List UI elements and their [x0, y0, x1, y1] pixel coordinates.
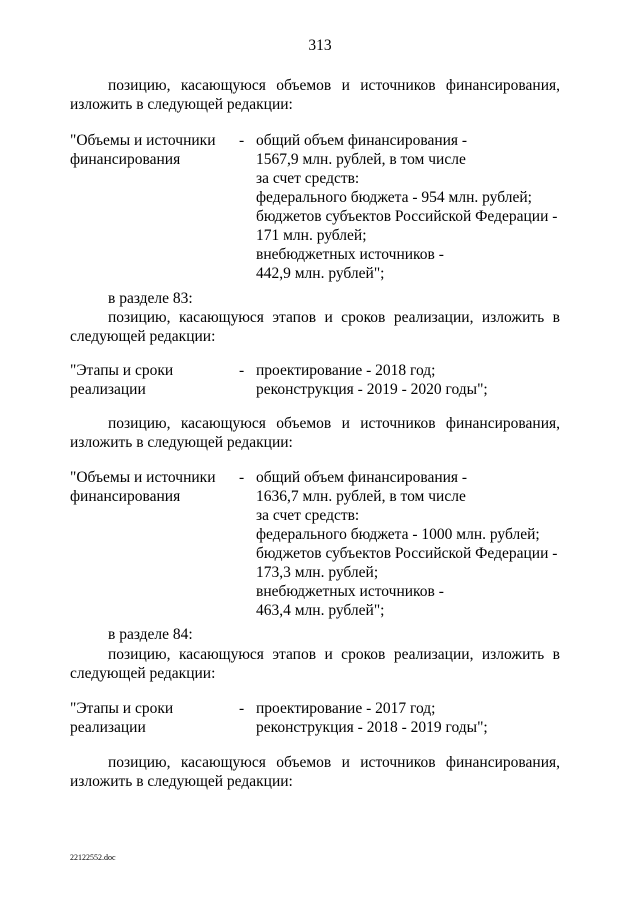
paragraph-line: изложить в следующей редакции:	[70, 773, 293, 790]
row-dash: -	[239, 132, 245, 149]
value-line: проектирование - 2017 год;	[256, 700, 436, 717]
row-label	[70, 361, 235, 399]
paragraph-line: изложить в следующей редакции:	[70, 434, 293, 451]
value-line: 1636,7 млн. рублей, в том числе	[256, 488, 466, 505]
heading-line: в разделе 83:	[108, 290, 193, 307]
value-line: внебюджетных источников -	[256, 246, 444, 263]
value-line: 463,4 млн. рублей";	[256, 602, 385, 619]
row-value	[256, 699, 566, 737]
paragraph-line: позицию, касающуюся объемов и источников финансирования,	[108, 415, 560, 432]
label-line: финансирования	[70, 151, 181, 168]
value-line: 1567,9 млн. рублей, в том числе	[256, 151, 466, 168]
paragraph-stages-intro-1	[70, 308, 560, 346]
value-line: федерального бюджета - 954 млн. рублей;	[256, 189, 532, 206]
paragraph-line: позицию, касающуюся этапов и сроков реализации, изложить в	[108, 646, 560, 663]
label-line: финансирования	[70, 488, 181, 505]
label-line: "Объемы и источники	[70, 132, 216, 149]
paragraph-financing-intro-1	[70, 76, 560, 114]
section-heading-84	[70, 625, 560, 644]
section-heading-83	[70, 289, 560, 308]
row-dash: -	[239, 700, 245, 717]
row-label	[70, 699, 235, 737]
heading-line: в разделе 84:	[108, 626, 193, 643]
row-label	[70, 131, 235, 169]
label-line: "Объемы и источники	[70, 469, 216, 486]
label-line: "Этапы и сроки	[70, 362, 174, 379]
value-line: бюджетов субъектов Российской Федерации -	[256, 208, 558, 225]
paragraph-line: позицию, касающуюся объемов и источников финансирования,	[108, 754, 560, 771]
value-line: общий объем финансирования -	[256, 132, 468, 149]
paragraph-line: позицию, касающуюся этапов и сроков реализации, изложить в	[108, 309, 560, 326]
row-value	[256, 131, 566, 283]
value-line: реконструкция - 2018 - 2019 годы";	[256, 719, 488, 736]
label-line: "Этапы и сроки	[70, 700, 174, 717]
row-label	[70, 468, 235, 506]
value-line: за счет средств:	[256, 507, 360, 524]
value-line: 442,9 млн. рублей";	[256, 265, 385, 282]
paragraph-financing-intro-3	[70, 753, 560, 791]
value-line: 171 млн. рублей;	[256, 227, 367, 244]
value-line: внебюджетных источников -	[256, 583, 444, 600]
row-value	[256, 361, 566, 399]
value-line: 173,3 млн. рублей;	[256, 564, 379, 581]
value-line: реконструкция - 2019 - 2020 годы";	[256, 381, 488, 398]
paragraph-line: изложить в следующей редакции:	[70, 96, 293, 113]
row-dash: -	[239, 362, 245, 379]
label-line: реализации	[70, 719, 146, 736]
value-line: федерального бюджета - 1000 млн. рублей;	[256, 526, 540, 543]
footer-filename: 22122552.doc	[70, 853, 116, 862]
paragraph-line: следующей редакции:	[70, 328, 216, 345]
value-line: бюджетов субъектов Российской Федерации -	[256, 545, 558, 562]
row-value	[256, 468, 566, 620]
paragraph-line: следующей редакции:	[70, 665, 216, 682]
paragraph-financing-intro-2	[70, 414, 560, 452]
page-number: 313	[308, 37, 332, 54]
value-line: проектирование - 2018 год;	[256, 362, 436, 379]
value-line: за счет средств:	[256, 170, 360, 187]
label-line: реализации	[70, 381, 146, 398]
paragraph-stages-intro-2	[70, 645, 560, 683]
value-line: общий объем финансирования -	[256, 469, 468, 486]
row-dash: -	[239, 469, 245, 486]
paragraph-line: позицию, касающуюся объемов и источников финансирования,	[108, 77, 560, 94]
